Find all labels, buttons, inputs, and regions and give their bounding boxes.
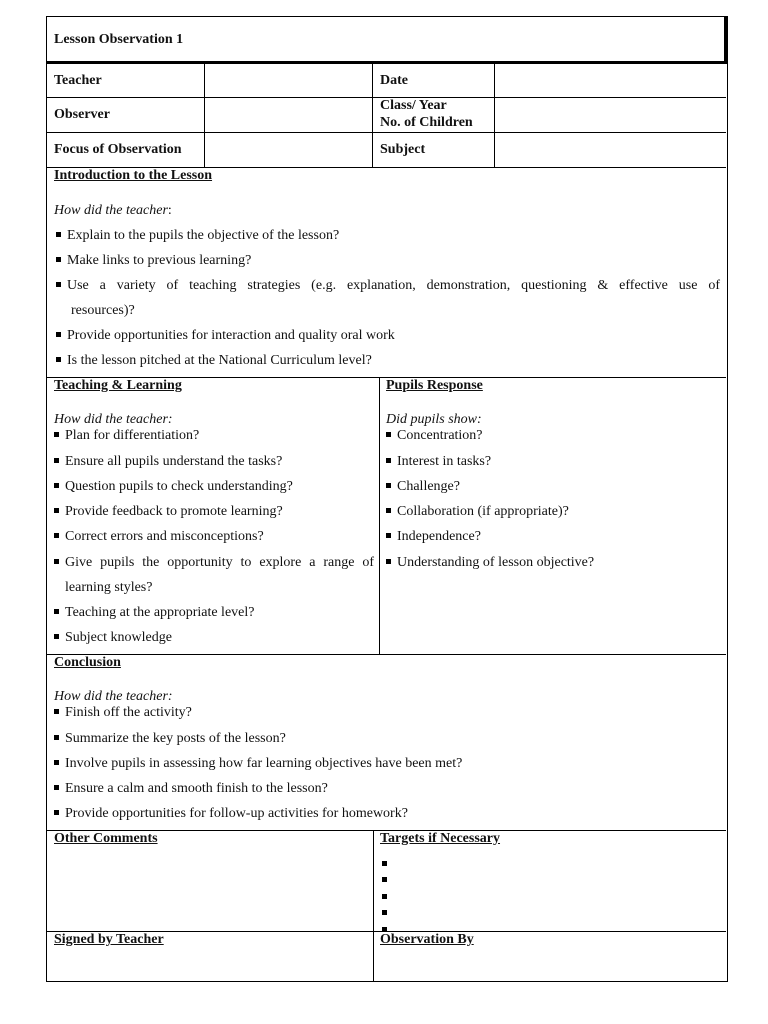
list-item: Independence? xyxy=(386,528,481,545)
observer-label: Observer xyxy=(54,107,110,122)
targets-list[interactable] xyxy=(380,849,720,929)
subject-field[interactable] xyxy=(495,133,725,166)
title-box xyxy=(47,17,727,64)
list-item-continuation: resources)? xyxy=(71,303,135,318)
list-item: Plan for differentiation? xyxy=(54,427,199,444)
bullet-icon xyxy=(56,282,61,287)
list-item: Make links to previous learning? xyxy=(56,252,251,269)
bullet-icon xyxy=(54,458,59,463)
bullet-icon xyxy=(56,357,61,362)
list-item-continuation: learning styles? xyxy=(65,580,153,595)
observation-by-heading: Observation By xyxy=(380,932,474,947)
observation-form xyxy=(46,16,728,982)
bullet-icon xyxy=(54,609,59,614)
bullet-icon xyxy=(54,508,59,513)
class-year-field[interactable] xyxy=(495,98,725,131)
list-item: Teaching at the appropriate level? xyxy=(54,604,254,621)
list-item: Finish off the activity? xyxy=(54,704,192,721)
target-bullet-icon xyxy=(382,902,387,920)
divider xyxy=(47,654,726,655)
form-title: Lesson Observation 1 xyxy=(54,32,184,47)
focus-label: Focus of Observation xyxy=(54,142,182,157)
other-comments-field[interactable] xyxy=(49,849,371,929)
list-item: Explain to the pupils the objective of the lesson? xyxy=(56,227,339,244)
list-item: Summarize the key posts of the lesson? xyxy=(54,730,286,747)
divider xyxy=(373,830,374,982)
intro-heading: Introduction to the Lesson xyxy=(54,168,213,183)
list-item: Give pupils the opportunity to explore a range of xyxy=(54,554,374,571)
teaching-heading: Teaching & Learning xyxy=(54,378,182,393)
date-label: Date xyxy=(380,73,408,88)
target-bullet-icon xyxy=(382,869,387,887)
list-item: Correct errors and misconceptions? xyxy=(54,528,264,545)
bullet-icon xyxy=(54,735,59,740)
list-item: Involve pupils in assessing how far learning objectives have been met? xyxy=(54,755,462,772)
observer-signature-field[interactable] xyxy=(375,950,725,980)
teacher-label: Teacher xyxy=(54,73,102,88)
list-item: Use a variety of teaching strategies (e.g. explanation, demonstration, questioning & effective use of xyxy=(56,277,720,294)
bullet-icon xyxy=(56,257,61,262)
bullet-icon xyxy=(54,709,59,714)
bullet-icon xyxy=(386,432,391,437)
teaching-prompt: How did the teacher: xyxy=(54,412,173,427)
bullet-icon xyxy=(386,458,391,463)
no-children-label: No. of Children xyxy=(380,115,473,130)
bullet-icon xyxy=(56,232,61,237)
list-item: Understanding of lesson objective? xyxy=(386,554,594,571)
observer-field[interactable] xyxy=(205,98,371,131)
teacher-field[interactable] xyxy=(205,65,371,96)
bullet-icon xyxy=(54,634,59,639)
teacher-signature-field[interactable] xyxy=(49,950,371,980)
bullet-icon xyxy=(54,810,59,815)
list-item: Is the lesson pitched at the National Curriculum level? xyxy=(56,352,372,369)
focus-field[interactable] xyxy=(205,133,371,166)
bullet-icon xyxy=(54,483,59,488)
list-item: Concentration? xyxy=(386,427,483,444)
pupils-heading: Pupils Response xyxy=(386,378,483,393)
bullet-icon xyxy=(386,559,391,564)
bullet-icon xyxy=(386,508,391,513)
list-item: Provide opportunities for follow-up activities for homework? xyxy=(54,805,408,822)
bullet-icon xyxy=(54,785,59,790)
bullet-icon xyxy=(386,533,391,538)
list-item: Ensure all pupils understand the tasks? xyxy=(54,453,282,470)
other-comments-heading: Other Comments xyxy=(54,831,158,846)
conclusion-heading: Conclusion xyxy=(54,655,121,670)
bullet-icon xyxy=(386,483,391,488)
list-item: Interest in tasks? xyxy=(386,453,491,470)
list-item: Ensure a calm and smooth finish to the lesson? xyxy=(54,780,328,797)
bullet-icon xyxy=(56,332,61,337)
pupils-prompt: Did pupils show: xyxy=(386,412,482,427)
list-item: Question pupils to check understanding? xyxy=(54,478,293,495)
subject-label: Subject xyxy=(380,142,426,157)
conclusion-prompt: How did the teacher: xyxy=(54,689,173,704)
list-item: Provide opportunities for interaction and quality oral work xyxy=(56,327,395,344)
list-item: Collaboration (if appropriate)? xyxy=(386,503,569,520)
class-year-label: Class/ Year xyxy=(380,98,447,113)
list-item: Subject knowledge xyxy=(54,629,172,646)
targets-heading: Targets if Necessary xyxy=(380,831,501,846)
bullet-icon xyxy=(54,760,59,765)
signed-by-teacher-heading: Signed by Teacher xyxy=(54,932,164,947)
list-item: Provide feedback to promote learning? xyxy=(54,503,283,520)
intro-prompt: How did the teacher: xyxy=(54,203,172,218)
list-item: Challenge? xyxy=(386,478,460,495)
bullet-icon xyxy=(54,559,59,564)
divider xyxy=(379,377,380,654)
date-field[interactable] xyxy=(495,65,725,96)
bullet-icon xyxy=(54,432,59,437)
bullet-icon xyxy=(54,533,59,538)
divider xyxy=(372,64,373,167)
